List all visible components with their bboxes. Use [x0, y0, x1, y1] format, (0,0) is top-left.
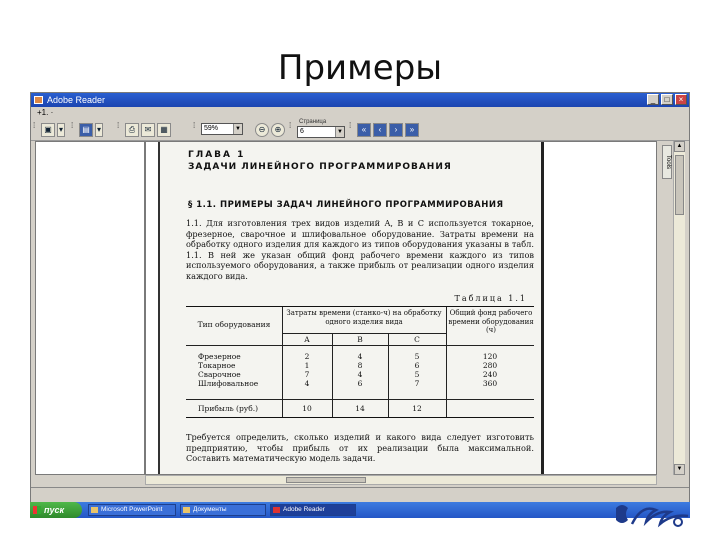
cell-value: 7	[304, 370, 310, 379]
scroll-thumb[interactable]	[675, 155, 684, 215]
grid-icon[interactable]: ▦	[157, 123, 171, 137]
toolbar	[31, 119, 689, 141]
scroll-thumb[interactable]	[286, 477, 366, 483]
zoom-value: 59%	[204, 125, 219, 132]
university-logo	[612, 500, 694, 532]
profit-value: 12	[412, 404, 422, 413]
cell-value: 1	[304, 361, 310, 370]
taskbar-item[interactable]	[88, 504, 176, 516]
cell-value: 6	[357, 379, 363, 388]
status-bar	[31, 487, 689, 499]
email-icon[interactable]: ✉	[141, 123, 155, 137]
save-icon[interactable]: ▤	[79, 123, 93, 137]
next-page-icon[interactable]: ›	[389, 123, 403, 137]
window-titlebar[interactable]	[31, 93, 689, 107]
close-button[interactable]: ×	[675, 94, 687, 105]
start-button[interactable]	[30, 502, 82, 518]
maximize-button[interactable]: □	[661, 94, 673, 105]
app-icon	[91, 507, 98, 513]
reader-window	[30, 92, 690, 518]
document-page	[158, 142, 544, 475]
header-time-costs: Затраты времени (станко-ч) на обработку одного изделия вида	[286, 309, 442, 326]
cell-value: 8	[357, 361, 363, 370]
cell-value: 5	[414, 370, 420, 379]
cell-value: 6	[414, 361, 420, 370]
header-time-fund: Общий фонд рабочего времени оборудования (ч)	[448, 309, 534, 334]
row-label: Токарное	[198, 361, 236, 370]
cell-value: 4	[357, 370, 363, 379]
data-table	[186, 306, 534, 418]
taskbar-item-label: Документы	[193, 506, 227, 513]
minimize-button[interactable]: _	[647, 94, 659, 105]
tools-tab[interactable]: Tools	[662, 145, 672, 179]
header-product-a: A	[304, 335, 310, 344]
open-dropdown-icon[interactable]: ▾	[57, 123, 65, 137]
window-title: Adobe Reader	[47, 95, 106, 105]
app-icon	[34, 96, 43, 104]
slide-title: Примеры	[277, 48, 443, 88]
toolbar-grip-icon[interactable]: ⁞	[33, 121, 36, 130]
toolbar-grip-icon[interactable]: ⁞	[117, 121, 120, 130]
section-heading: § 1.1. ПРИМЕРЫ ЗАДАЧ ЛИНЕЙНОГО ПРОГРАММИРОВАНИЯ	[188, 200, 504, 210]
taskbar-item[interactable]	[270, 504, 356, 516]
zoom-select[interactable]	[201, 123, 243, 135]
cell-value: 7	[414, 379, 420, 388]
cell-value: 4	[304, 379, 310, 388]
scroll-down-icon[interactable]: ▼	[674, 464, 685, 475]
cell-value: 5	[414, 352, 420, 361]
table-rule	[186, 345, 534, 346]
first-page-icon[interactable]: «	[357, 123, 371, 137]
zoom-in-icon[interactable]: ⊕	[271, 123, 285, 137]
document-viewport[interactable]	[145, 141, 657, 475]
right-panel	[659, 141, 687, 475]
last-page-icon[interactable]: »	[405, 123, 419, 137]
page-number-value: 6	[300, 128, 304, 135]
toolbar-grip-icon[interactable]: ⁞	[349, 121, 352, 130]
windows-taskbar	[30, 502, 690, 518]
table-rule	[282, 333, 446, 334]
taskbar-item-label: Microsoft PowerPoint	[101, 506, 163, 513]
chapter-title: ЗАДАЧИ ЛИНЕЙНОГО ПРОГРАММИРОВАНИЯ	[188, 162, 452, 172]
header-equipment-type: Тип оборудования	[197, 320, 271, 329]
start-label: пуск	[44, 505, 65, 515]
previous-page-icon[interactable]: ‹	[373, 123, 387, 137]
profit-value: 14	[355, 404, 365, 413]
pdf-icon	[273, 507, 280, 513]
table-caption: Таблица 1.1	[454, 294, 527, 303]
chapter-heading: ГЛАВА 1	[188, 150, 246, 160]
table-rule	[186, 399, 534, 400]
cell-value: 360	[482, 379, 498, 388]
windows-logo-icon	[33, 506, 41, 514]
page-number-input[interactable]	[297, 126, 345, 138]
taskbar-item-label: Adobe Reader	[283, 506, 325, 513]
menu-bar[interactable]: +1. ·	[37, 108, 54, 117]
open-icon[interactable]: ▣	[41, 123, 55, 137]
page-caption: Страница	[299, 119, 327, 125]
profit-value: 10	[302, 404, 312, 413]
horizontal-scrollbar[interactable]	[145, 475, 657, 485]
problem-paragraph: 1.1. Для изготовления трех видов изделий A, B и C используется токарное, фрезерное, сварочное и шлифовальное оборудование. Затраты времени на обработку одного изделия для каждого из типов оборудования указаны в табл. 1.1. В ней же указан общий фонд рабочего времени каждого из типов используемого оборудования, а также прибыль от реализации одного изделия каждого вида.	[186, 218, 534, 281]
navigation-pane[interactable]	[35, 141, 145, 475]
cell-value: 2	[304, 352, 310, 361]
toolbar-grip-icon[interactable]: ⁞	[289, 121, 292, 130]
scroll-up-icon[interactable]: ▲	[674, 141, 685, 152]
chevron-down-icon: ▼	[335, 127, 344, 137]
cell-value: 120	[482, 352, 498, 361]
task-paragraph: Требуется определить, сколько изделий и какого вида следует изготовить предприятию, чтобы прибыль от их реализации была максимальной. Составить математическую модель задачи.	[186, 432, 534, 464]
header-product-b: B	[357, 335, 363, 344]
header-product-c: C	[414, 335, 420, 344]
profit-label: Прибыль (руб.)	[198, 404, 259, 413]
save-dropdown-icon[interactable]: ▾	[95, 123, 103, 137]
row-label: Сварочное	[198, 370, 241, 379]
toolbar-grip-icon[interactable]: ⁞	[193, 121, 196, 130]
row-label: Фрезерное	[198, 352, 241, 361]
row-label: Шлифовальное	[198, 379, 259, 388]
toolbar-grip-icon[interactable]: ⁞	[71, 121, 74, 130]
vertical-scrollbar[interactable]	[673, 141, 685, 475]
cell-value: 240	[482, 370, 498, 379]
zoom-out-icon[interactable]: ⊖	[255, 123, 269, 137]
cell-value: 280	[482, 361, 498, 370]
folder-icon	[183, 507, 190, 513]
chevron-down-icon: ▼	[233, 124, 242, 134]
window-controls	[647, 94, 687, 105]
cell-value: 4	[357, 352, 363, 361]
print-icon[interactable]: ⎙	[125, 123, 139, 137]
taskbar-item[interactable]	[180, 504, 266, 516]
